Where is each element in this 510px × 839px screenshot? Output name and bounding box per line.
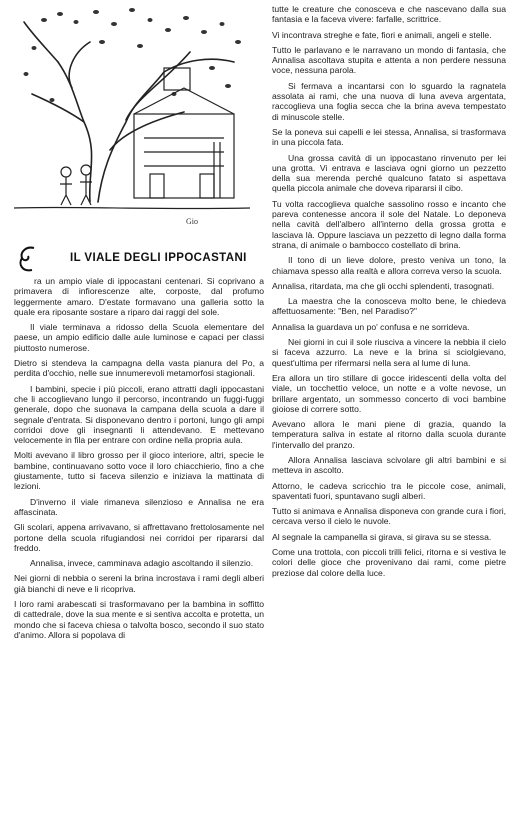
story-illustration — [14, 2, 250, 230]
paragraph: Vi incontrava streghe e fate, fiori e animali, angeli e stelle. — [272, 29, 492, 40]
paragraph: Il tono di un lieve dolore, presto veniva un tono, la chiamava spesso alla realtà e allora correva verso la scuola. — [272, 255, 506, 276]
paragraph: tutte le creature che conosceva e che nascevano dalla sua fantasia e la faceva vivere: farfalle, scrittrice. — [272, 4, 506, 25]
paragraph: Nei giorni di nebbia o sereni la brina incrostava i rami degli alberi già bianchi di neve e li ricopriva. — [14, 573, 264, 594]
left-column — [6, 0, 268, 839]
paragraph: Annalisa, invece, camminava adagio ascoltando il silenzio. — [30, 558, 254, 569]
paragraph: Una grossa cavità di un ippocastano rinvenuto per lei una grotta. Vi entrava e lasciava ogni giorno un pezzetto della sua merenda perché qualcuno fatato si aspettava quella piccola animale che doveva ripararsi il cibo. — [272, 152, 506, 194]
paragraph: Era allora un tiro stillare di gocce iridescenti della volta del viale, un tocchettìo veloce, un notte e a volte nevose, un brillare argentato, un sommesso concerto di voci bambine gioiose di correre sotto. — [272, 372, 506, 414]
paragraph: Avevano allora le mani piene di grazia, quando la temperatura saliva in estate al ritorno dalla scuola durante l'intervallo del pranzo. — [272, 419, 506, 450]
paragraph: Il viale terminava a ridosso della Scuola elementare del paese, un ampio edificio dalle aule luminose e capaci per classi piuttosto numerose. — [14, 322, 264, 353]
paragraph: Tu volta raccoglieva qualche sassolino rosso e incanto che pareva contenesse ancora il sole del Natale. Lo deponeva nella cavità dell'albero all'interno della grossa grotta e lasciava là. Oppure lasciava un pezzetto di legno dalla forma strana, di animale o bambocco costellato di brina. — [272, 198, 506, 250]
paragraph: I bambini, specie i più piccoli, erano attratti dagli ippocastani che li accoglievano lungo il percorso, incontrando un fuggi-fuggi generale, dopo che suonava la campana della scuola a dare il segnale d'entrata. Si disponevano dentro i portoni, lungo gli ampi corridoi dove gli insegnanti li attendevano. E mettevano velocemente in fila per entrare con ordine nella propria aula. — [14, 383, 264, 446]
paragraph: Si fermava a incantarsi con lo sguardo la ragnatela assolata ai rami, che una nuova di luna aveva argentata, raccoglieva una foglia secca che la brina aveva tempestato di minuscole stelle. — [272, 80, 506, 122]
paragraph: ra un ampio viale di ippocastani centenari. Si coprivano a primavera di infiorescenze alte, corposte, dal profumo leggermente amaro. D'estate formavano una galleria sotto la quale era riposante sostare a riparo dai raggi del sole. — [14, 276, 264, 317]
paragraph: Annalisa, ritardata, ma che gli occhi splendenti, trasognati. — [272, 280, 495, 291]
paragraph: Nei giorni in cui il sole riusciva a vincere la nebbia il cielo si faceva azzurro. La neve e la brina si sciolgievano, quest'ultima per rifermarsi nella sera al lume di luna. — [272, 337, 506, 368]
paragraph: Tutto le parlavano e le narravano un mondo di fantasia, che Annalisa ascoltava stupita e attenta a non perdere nessuna voce, nessuna parola. — [272, 44, 506, 76]
paragraph: Annalisa la guardava un po' confusa e ne sorrideva. — [272, 321, 470, 332]
article-header — [14, 244, 264, 276]
illustration-signature: Gio — [186, 217, 198, 226]
paragraph: Gli scolari, appena arrivavano, si affrettavano frettolosamente nel portone della scuola rifugiandosi nei corridoi per ripararsi dal freddo. — [14, 522, 264, 553]
paragraph: D'inverno il viale rimaneva silenzioso e Annalisa ne era affascinata. — [14, 496, 264, 517]
article-title: IL VIALE DEGLI IPPOCASTANI — [70, 252, 247, 264]
paragraph: Tutto si animava e Annalisa disponeva con grande cura i fiori, cercava verso il cielo le nuvole. — [272, 506, 506, 527]
paragraph: I loro rami arabescati si trasformavano per la bambina in soffitto di cattedrale, dove la sua mente e si sentiva accolta e protetta, un mondo che si faceva chiesa o talvolta bosco, secondo il suo stato d'animo. Allora si popolava di — [14, 599, 264, 640]
paragraph: Come una trottola, con piccoli trilli felici, ritorna e si vestiva le colori delle gioce che provenivano dai rami, come pietre preziose dal colore della luce. — [272, 547, 506, 578]
paragraph: Dietro si stendeva la campagna della vasta pianura del Po, a perdita d'occhio, nelle sue innumerevoli metamorfosi stagionali. — [14, 358, 264, 379]
paragraph: Molti avevano il libro grosso per il gioco interiore, altri, specie le bambine, continuavano sotto voce il loro chiacchierio, fino a che giustamente, tutto si faceva silenzio e iniziava la mattinata di lezioni. — [14, 450, 264, 492]
paragraph: Attorno, le cadeva scricchio tra le piccole cose, animali, spaventati fuori, spuntavano sugli alberi. — [272, 480, 506, 501]
paragraph: Se la poneva sui capelli e lei stessa, Annalisa, si trasformava in una piccola fata. — [272, 126, 506, 148]
right-column — [272, 4, 506, 834]
left-body-text — [14, 276, 264, 836]
paragraph: Al segnale la campanella si girava, si girava su se stessa. — [272, 531, 492, 542]
dropcap-e — [16, 244, 38, 274]
paragraph: Allora Annalisa lasciava scivolare gli altri bambini e si metteva in ascolto. — [272, 454, 506, 476]
paragraph: La maestra che la conosceva molto bene, le chiedeva affettuosamente: "Ben, nel Paradiso?" — [272, 296, 506, 317]
